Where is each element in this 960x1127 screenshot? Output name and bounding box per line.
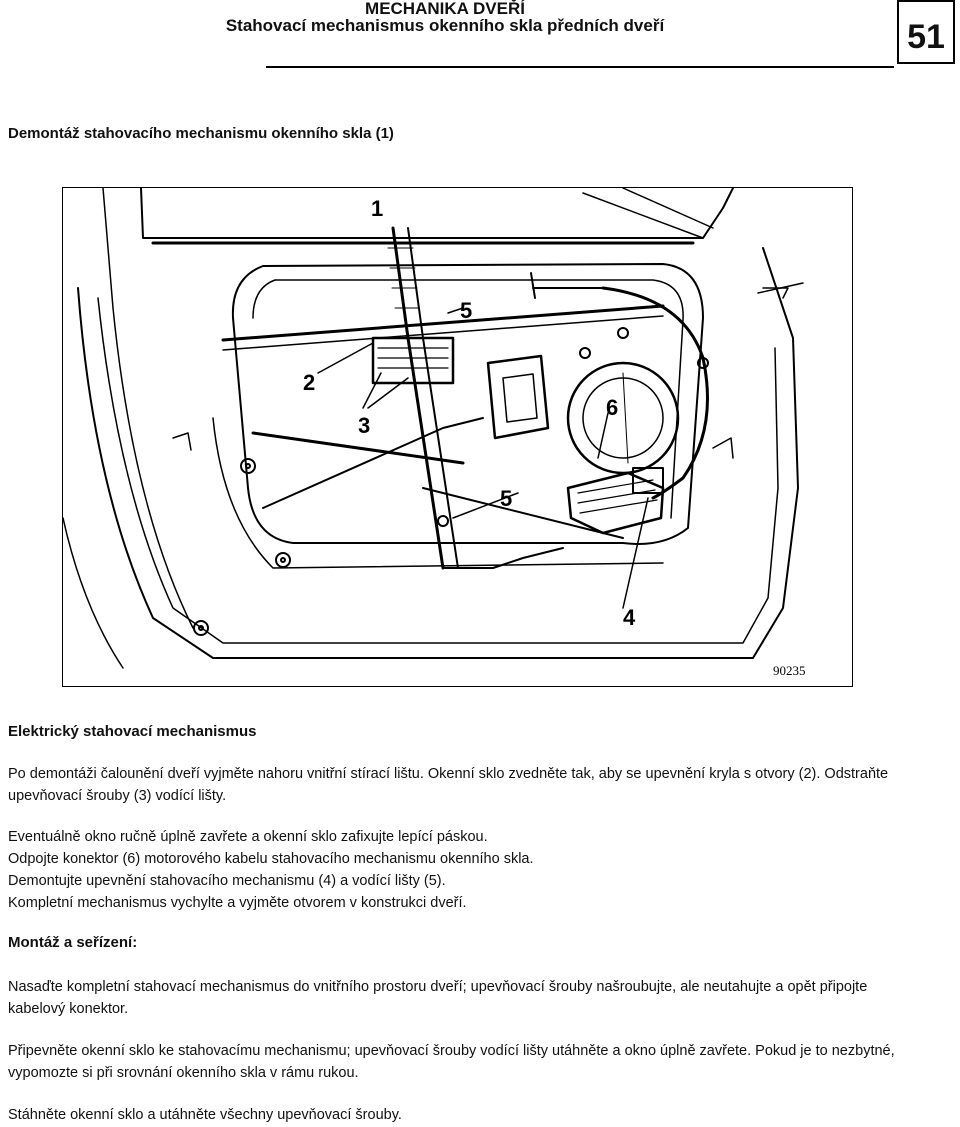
door-outer-shell: [78, 248, 798, 658]
chapter-title: MECHANIKA DVEŘÍ: [365, 0, 525, 18]
callout-5-lower: 5: [500, 486, 513, 511]
header-rule: [266, 66, 894, 68]
paragraph-line: Demontujte upevnění stahovacího mechanismu (4) a vodící lišty (5).: [8, 873, 446, 889]
subheading-assembly: Montáž a seřízení:: [8, 934, 138, 951]
paragraph-line: Odpojte konektor (6) motorového kabelu stahovacího mechanismu okenního skla.: [8, 851, 534, 867]
callout-6: 6: [606, 395, 619, 420]
paragraph-assembly-1: Nasaďte kompletní stahovací mechanismus do vnitřního prostoru dveří; upevňovací šrouby našroubujte, ale neutahujte a opět připojte kabelový konektor.: [8, 979, 868, 1017]
door-diagram: [63, 188, 851, 685]
mounting-bracket: [488, 356, 548, 438]
page-number-box: 51: [897, 0, 955, 64]
paragraph-removal-1: Po demontáži čalounění dveří vyjměte nahoru vnitřní stírací lištu. Okenní sklo zvedněte tak, aby se upevnění kryla s otvory (2). Odstraňte upevňovací šrouby (3) vodící lišty.: [8, 766, 889, 804]
paragraph-assembly-3: Stáhněte okenní sklo a utáhněte všechny upevňovací šrouby.: [8, 1107, 402, 1123]
page-header: [0, 0, 960, 70]
paragraph-line: Eventuálně okno ručně úplně zavřete a okenní sklo zafixujte lepící páskou.: [8, 829, 488, 845]
window-frame: [141, 188, 733, 238]
door-mechanism-figure: [62, 187, 853, 687]
callout-4: 4: [623, 605, 636, 630]
section-title: Demontáž stahovacího mechanismu okenního skla (1): [8, 125, 394, 142]
callout-3: 3: [358, 413, 371, 438]
callout-1: 1: [371, 196, 384, 221]
guide-rail: [393, 228, 443, 568]
window-motor: [568, 468, 663, 533]
callout-5-upper: 5: [460, 298, 473, 323]
page-subtitle: Stahovací mechanismus okenního skla předních dveří: [225, 16, 665, 35]
paragraph-assembly-2: Připevněte okenní sklo ke stahovacímu mechanismu; upevňovací šrouby vodící lišty utáhněte a okno úplně zavřete. Pokud je to nezbytné, vypomozte si při srovnání okenního skla v rámu rukou.: [8, 1043, 895, 1081]
figure-code: 90235: [773, 663, 806, 678]
paragraph-line: Kompletní mechanismus vychylte a vyjměte otvorem v konstrukci dveří.: [8, 895, 467, 911]
subheading-electric: Elektrický stahovací mechanismus: [8, 723, 257, 740]
callout-2: 2: [303, 370, 316, 395]
